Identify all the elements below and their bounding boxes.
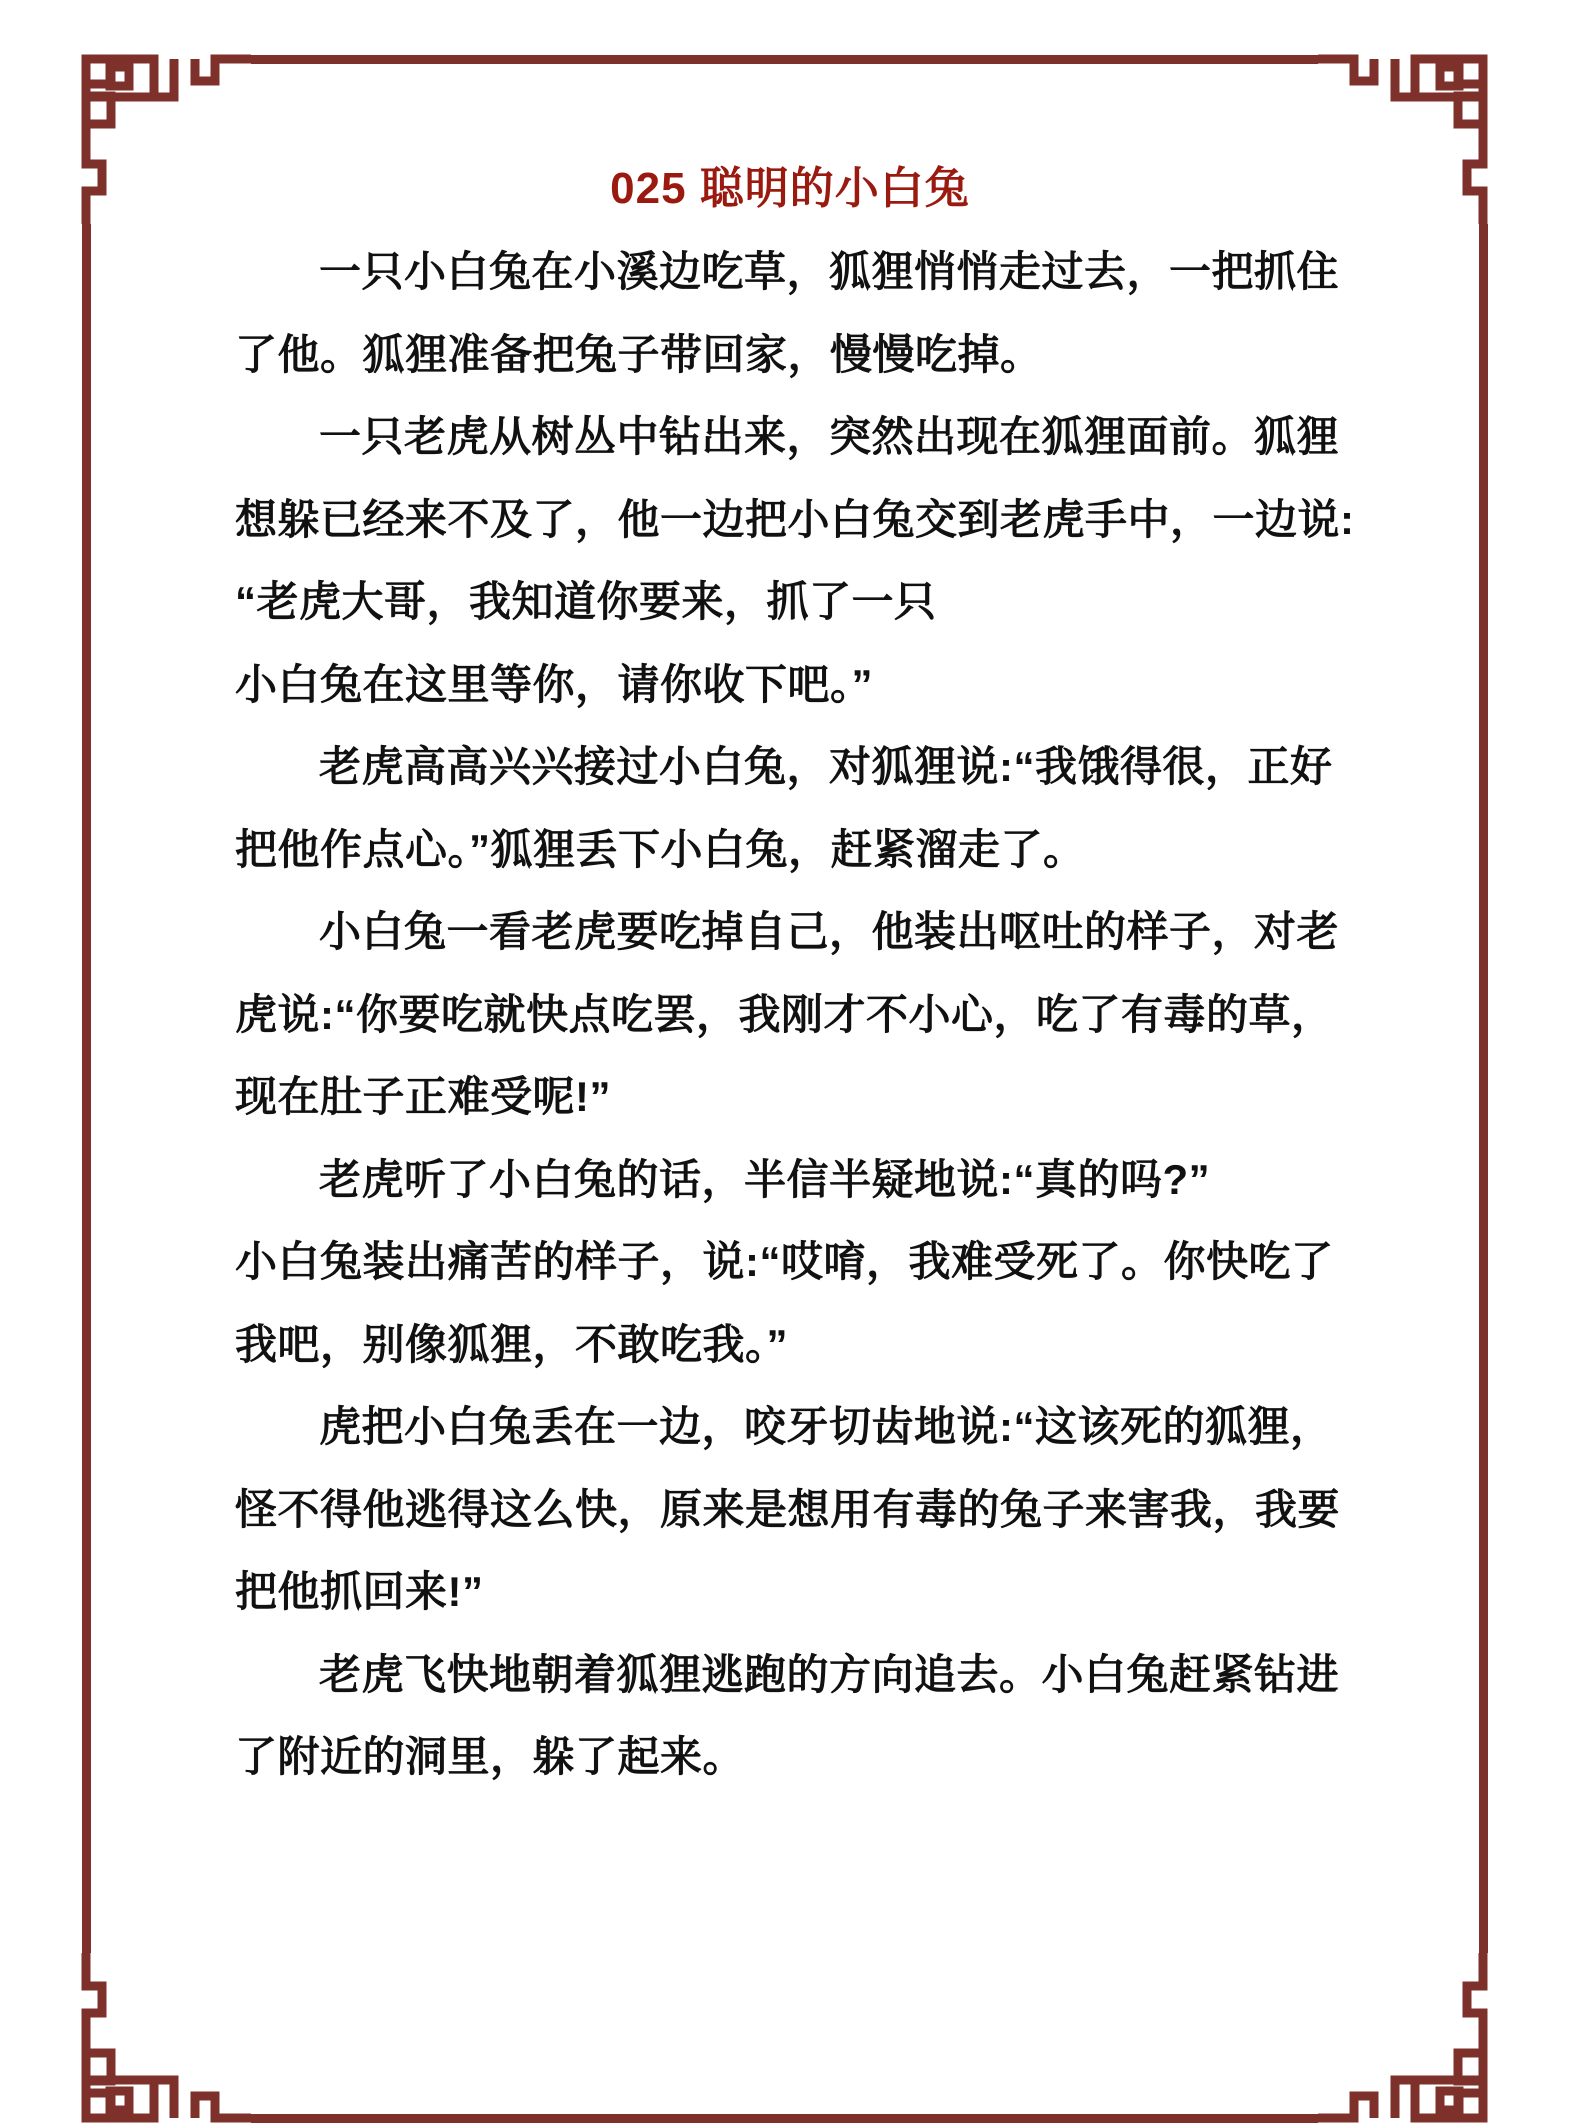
corner-ornament-bottom-right-icon [1318,1953,1523,2128]
story-line: 怪不得他逃得这么快，原来是想用有毒的兔子来害我，我要 [235,1485,1341,1533]
frame-border-right [1479,224,1488,1953]
story-line: 想躲已经来不及了，他一边把小白兔交到老虎手中，一边说: [235,495,1355,543]
corner-ornament-bottom-left-icon [46,1953,251,2128]
story-line: 我吧，别像狐狸，不敢吃我。” [235,1320,789,1368]
story-line: 虎把小白兔丢在一边，咬牙切齿地说:“这该死的狐狸， [319,1403,1333,1450]
story-line: 老虎听了小白兔的话，半信半疑地说:“真的吗?” [319,1155,1211,1203]
story-line: 老虎飞快地朝着狐狸逃跑的方向追去。小白兔赶紧钻进 [319,1650,1340,1698]
story-line: 把他抓回来!” [235,1568,484,1615]
story-line: 把他作点心。”狐狸丢下小白兔，赶紧溜走了。 [235,825,1086,873]
story-line: 小白兔在这里等你，请你收下吧。” [235,660,874,708]
story-line: 虎说:“你要吃就快点吃罢，我刚才不小心，吃了有毒的草， [235,990,1334,1038]
frame-border-left [82,224,91,1953]
frame-border-bottom [251,2114,1318,2123]
story-line: “老虎大哥，我知道你要来，抓了一只 [235,578,937,625]
story-line: 小白兔装出痛苦的样子，说:“哎唷，我难受死了。你快吃了 [235,1238,1334,1285]
page-title: 025 聪明的小白兔 [610,164,970,213]
story-body [235,231,1425,1799]
frame-border-top [251,55,1318,64]
story-line: 老虎高高兴兴接过小白兔，对狐狸说:“我饿得很，正好 [319,743,1333,790]
story-line: 小白兔一看老虎要吃掉自己，他装出呕吐的样子，对老 [319,908,1340,955]
story-line: 了附近的洞里，躲了起来。 [235,1733,746,1780]
story-line: 一只小白兔在小溪边吃草，狐狸悄悄走过去，一把抓住 [319,248,1340,295]
story-line: 一只老虎从树丛中钻出来，突然出现在狐狸面前。狐狸 [319,413,1340,460]
story-line: 现在肚子正难受呢!” [235,1073,611,1120]
story-line: 了他。狐狸准备把兔子带回家，慢慢吃掉。 [235,330,1043,378]
